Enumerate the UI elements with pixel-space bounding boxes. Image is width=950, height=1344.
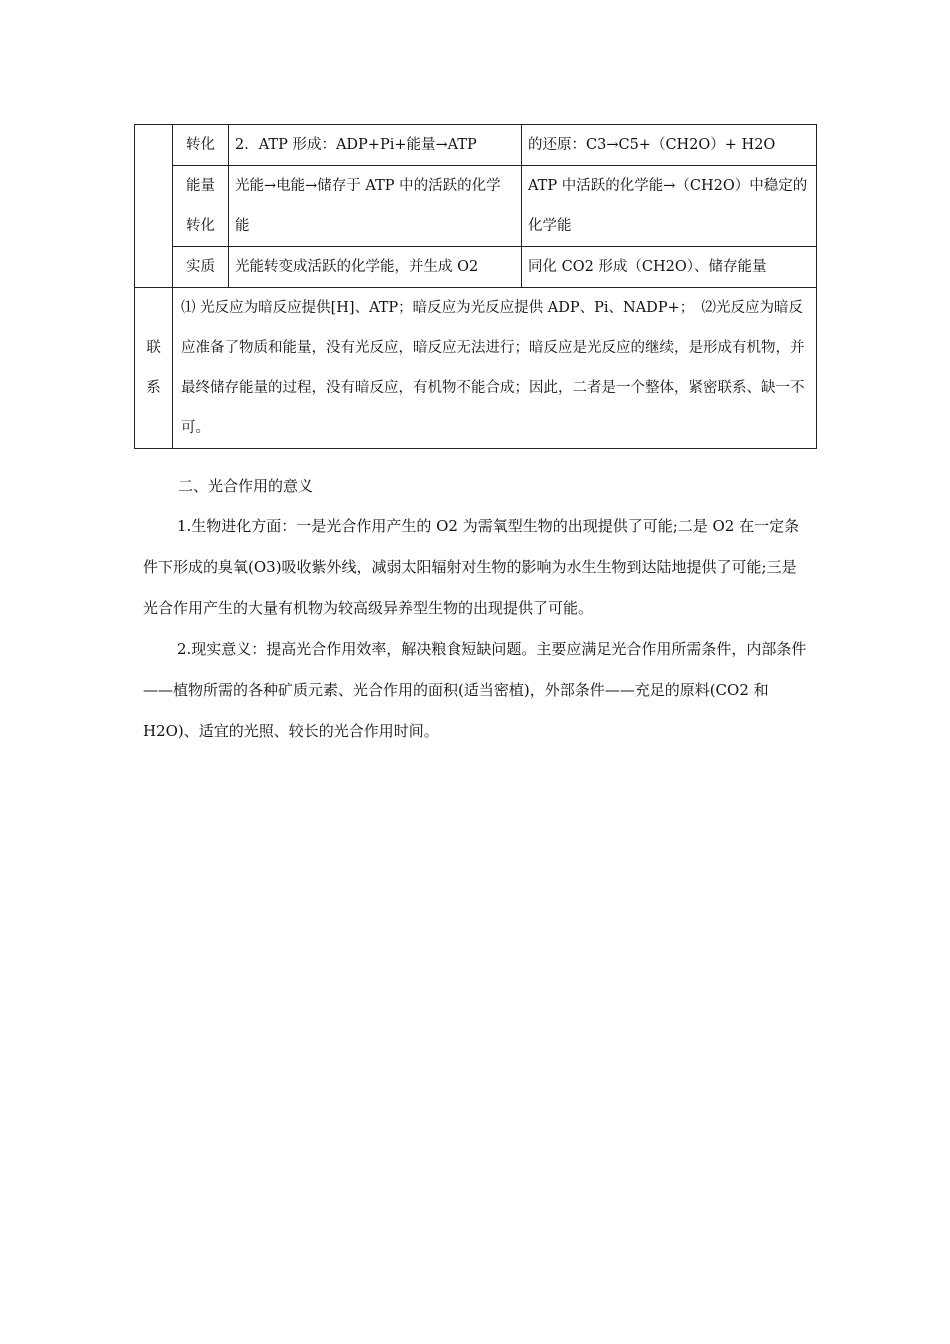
section-heading: 二、光合作用的意义	[178, 477, 314, 495]
light-reaction-cell: 2．ATP 形成：ADP+Pi+能量→ATP	[229, 125, 522, 166]
row-label: 转化	[173, 125, 229, 166]
row-label-line: 能量	[186, 178, 215, 194]
light-reaction-cell: 光能转变成活跃的化学能，并生成 O2	[229, 247, 522, 288]
dark-reaction-cell: 的还原：C3→C5+（CH2O）+ H2O	[522, 125, 817, 166]
table-row	[135, 125, 817, 166]
table-row	[135, 247, 817, 288]
row-label	[173, 166, 229, 247]
contact-label	[135, 288, 173, 449]
comparison-table	[134, 124, 817, 449]
dark-reaction-cell: 同化 CO2 形成（CH2O）、储存能量	[522, 247, 817, 288]
contact-label-line: 联	[146, 340, 161, 356]
row-label-line: 转化	[186, 218, 215, 234]
contact-text: ⑴ 光反应为暗反应提供[H]、ATP；暗反应为光反应提供 ADP、Pi、NADP+； ⑵光反应为暗反应准备了物质和能量，没有光反应，暗反应无法进行；暗反应是光反应的继续，是形成有机物，并最终储存能量的过程，没有暗反应，有机物不能合成；因此，二者是一个整体，紧密联系、缺一不可。	[173, 288, 817, 449]
row-label: 实质	[173, 247, 229, 288]
paragraph-evolution: 1.生物进化方面：一是光合作用产生的 O2 为需氧型生物的出现提供了可能;二是 O2 在一定条件下形成的臭氧(O3)吸收紫外线，减弱太阳辐射对生物的影响为水生生物到达陆地提供了可能;三是光合作用产生的大量有机物为较高级异养型生物的出现提供了可能。	[143, 517, 800, 617]
table-row-contact	[135, 288, 817, 449]
light-reaction-cell: 光能→电能→储存于 ATP 中的活跃的化学能	[229, 166, 522, 247]
paragraph-practical: 2.现实意义：提高光合作用效率，解决粮食短缺问题。主要应满足光合作用所需条件，内部条件——植物所需的各种矿质元素、光合作用的面积(适当密植)，外部条件——充足的原料(CO2 和 H2O)、适宜的光照、较长的光合作用时间。	[143, 640, 807, 740]
contact-label-line: 系	[146, 380, 161, 396]
dark-reaction-cell: ATP 中活跃的化学能→（CH2O）中稳定的化学能	[522, 166, 817, 247]
empty-merged-cell	[135, 125, 173, 288]
table-row	[135, 166, 817, 247]
